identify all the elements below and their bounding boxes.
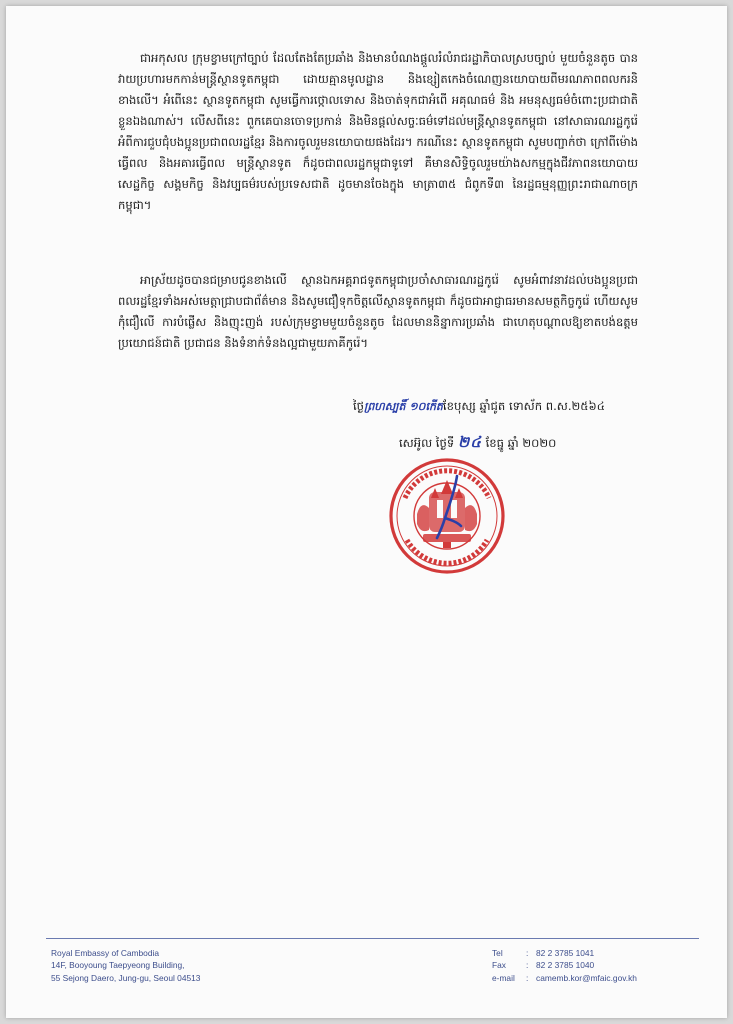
contact-label: e-mail [492, 972, 515, 983]
contact-separator: : [526, 948, 529, 958]
solar-date-handwritten: ២៤ [457, 433, 482, 451]
lunar-date-handwritten: ព្រហស្បតិ៍ ១០កើត [364, 400, 443, 413]
footer-divider [46, 938, 699, 939]
contact-value: 82 2 3785 1041 [536, 948, 595, 958]
footer-address-line: Royal Embassy of Cambodia [51, 948, 159, 958]
solar-date-suffix: ខែធ្នូ ឆ្នាំ ២០២០ [485, 436, 557, 450]
footer-contact-fax [492, 959, 637, 971]
lunar-date-suffix: ខែបុស្ស ឆ្នាំជូត ទោស័ក ព.ស.២៥៦៤ [442, 399, 605, 413]
embassy-seal-stamp [387, 456, 507, 576]
lunar-date-prefix: ថ្ងៃ [353, 399, 365, 413]
contact-label: Tel [492, 948, 503, 958]
letter-page [6, 6, 727, 1018]
footer-address-line: 14F, Booyoung Taepyeong Building, [51, 960, 185, 971]
lunar-date-line [353, 399, 605, 416]
contact-value: camemb.kor@mfaic.gov.kh [536, 972, 637, 983]
footer-address-line: 55 Sejong Daero, Jung-gu, Seoul 04513 [51, 972, 201, 983]
footer-contact-tel [492, 947, 637, 959]
letter-paragraph-2: អាស្រ័យដូចបានជម្រាបជូនខាងលើ ស្ថានឯកអគ្គរាជទូតកម្ពុជាប្រចាំសាធារណរដ្ឋកូរ៉េ សូមអំពាវនាវដល់បងប្អូនប្រជាពលរដ្ឋខ្មែរទាំងអស់មេត្តាជ្រាបជាព័ត៌មាន និងសូមជឿទុកចិត្តលើស្ថានទូតកម្ពុជា ក៏ដូចជាអាជ្ញាធរមានសមត្ថកិច្ចកូរ៉េ ហើយសូមកុំជឿលើ ការបំផ្លើស និងញុះញង់ របស់ក្រុមខ្វាមមួយចំនួនតូច ដែលមាននិន្នាការប្រឆាំង ជាហេតុបណ្តាលឱ្យខាតបង់ឧត្តមប្រយោជន៍ជាតិ ប្រជាជន និងទំនាក់ទំនងល្អជាមួយភាគីកូរ៉េ។ [118, 273, 638, 350]
footer-contact-email [492, 972, 637, 984]
letter-paragraph-1: ជាអកុសល ក្រុមខ្វាមក្រៅច្បាប់ ដែលតែងតែប្រឆាំង និងមានបំណងផ្តួលរំលំរាជរដ្ឋាភិបាលស្របច្បាប់ មួយចំនួនតូច បានវាយប្រហារមកកាន់មន្ត្រីស្ថានទូតកម្ពុជា ដោយគ្មានមូលដ្ឋាន និងខ្សៀតកេងចំណេញនយោបាយពីមរណភាពពលករនិខាងលើ។ អំពើនេះ ស្ថានទូតកម្ពុជា សូមធ្វើការថ្កោលទោស និងចាត់ទុកជាអំពើ អគុណធម៌ និង អមនុស្សធម៌ចំពោះប្រជាជាតិខ្លួនឯងណាស់។ លើសពីនេះ ពួកគេបានចោទប្រកាន់ និងមិនផ្តល់សច្ចៈធម៌ទៅដល់មន្ត្រីស្ថានទូតកម្ពុជា នៅសាធារណរដ្ឋកូរ៉េ អំពីការជួបជុំបងប្អូនប្រជាពលរដ្ឋខ្មែរ និងការចូលរួមនយោបាយផងដែរ។ ករណីនេះ ស្ថានទូតកម្ពុជា សូមបញ្ជាក់ថា ក្រៅពីម៉ោងធ្វើពល និងអគារធ្វើពល មន្ត្រីស្ថានទូត ក៏ដូចជាពលរដ្ឋកម្ពុជាទូទៅ គឺមានសិទ្ធិចូលរួមយ៉ាងសកម្មក្នុងជីវភាពនយោបាយ សេដ្ឋកិច្ច សង្គមកិច្ច និងវប្បធម៌របស់ប្រទេសជាតិ ដូចមានចែងក្នុង មាត្រា៣៥ ជំពូកទី៣ នៃរដ្ឋធម្មនុញ្ញព្រះរាជាណាចក្រកម្ពុជា។ [118, 51, 638, 212]
solar-date-line [399, 433, 556, 455]
contact-label: Fax [492, 960, 506, 971]
contact-separator: : [526, 960, 529, 971]
footer-contacts [492, 947, 637, 984]
solar-date-prefix: សេអ៊ូល ថ្ងៃទី [399, 436, 455, 450]
contact-value: 82 2 3785 1040 [536, 960, 595, 971]
footer-address [51, 947, 200, 984]
contact-separator: : [526, 972, 529, 983]
